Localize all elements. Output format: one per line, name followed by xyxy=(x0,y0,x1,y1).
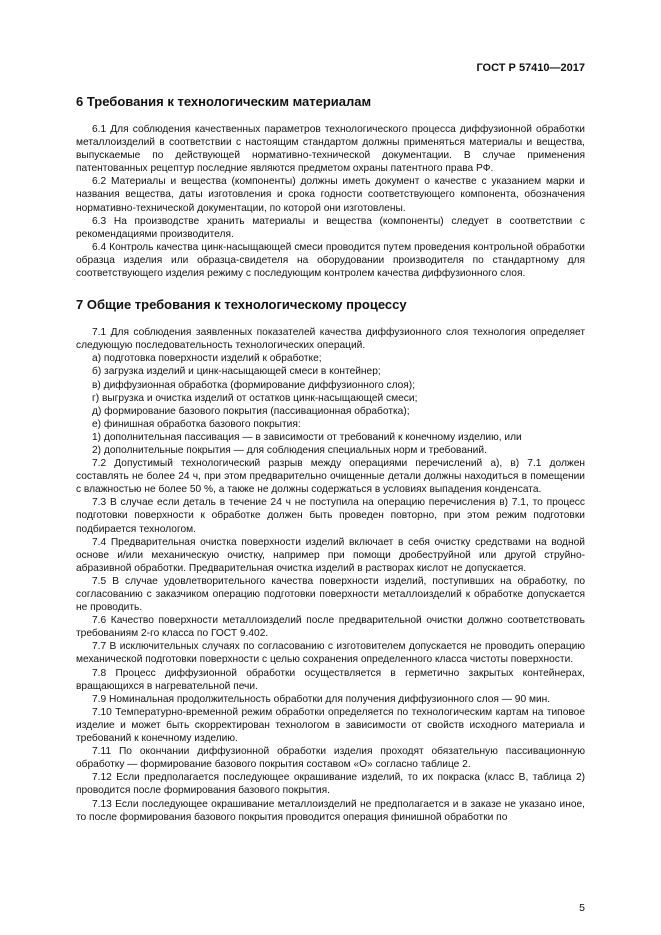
section-6-title: 6 Требования к технологическим материалам xyxy=(76,94,372,109)
paragraph-6-1: 6.1 Для соблюдения качественных параметров технологического процесса диффузионной обработки металлоизделий в соответствии с настоящим стандартом должны применяться материалы и вещества, выпускаемые по действующей нормативно-технической документации. В случае применения патентованных рецептур последние являются предметом охраны патентного права РФ. xyxy=(76,124,585,175)
paragraph-7-9: 7.9 Номинальная продолжительность обработки для получения диффузионного слоя — 90 мин. xyxy=(92,693,551,705)
paragraph-7-8: 7.8 Процесс диффузионной обработки осуществляется в герметично закрытых контейнерах, вращающихся в нагревательной печи. xyxy=(76,667,585,692)
paragraph-6-3: 6.3 На производстве хранить материалы и вещества (компоненты) следует в соответствии с рекомендациями производителя. xyxy=(76,215,585,240)
paragraph-7-3: 7.3 В случае если деталь в течение 24 ч не поступила на операцию перечисления в) 7.1, то процесс подготовки поверхности к обработке должен быть проведен повторно, при этом режим подготовки подбирается технологом. xyxy=(76,497,585,535)
paragraph-6-4: 6.4 Контроль качества цинк-насыщающей смеси проводится путем проведения контрольной обработки образца изделия или образца-свидетеля на оборудовании производителя по стандартному для соответствующего изделия режиму с последующим контролем качества диффузионного слоя. xyxy=(76,241,585,280)
paragraph-7-10: 7.10 Температурно-временной режим обработки определяется по технологическим картам на типовое изделие и может быть скорректирован технологом в зависимости от свойств исходного материала и требований к конечному изделию. xyxy=(76,706,585,745)
paragraph-7-6: 7.6 Качество поверхности металлоизделий после предварительной очистки должно соответствовать требованиям 2-го класса по ГОСТ 9.402. xyxy=(76,615,585,640)
paragraph-7-1: 7.1 Для соблюдения заявленных показателей качества диффузионного слоя технология определяет следующую последовательность технологических операций. xyxy=(76,327,585,352)
paragraph-7-12: 7.12 Если предполагается последующее окрашивание изделий, то их покраска (класс В, таблица 2) проводится после формирования базового покрытия. xyxy=(76,772,585,797)
page-content xyxy=(76,94,585,824)
list-item-v: в) диффузионная обработка (формирование диффузионного слоя); xyxy=(92,379,416,391)
paragraph-7-11: 7.11 По окончании диффузионной обработки изделия проходят обязательную пассивационную обработку — формирование базового покрытия составом «О» согласно таблице 2. xyxy=(76,746,585,771)
standard-header: ГОСТ Р 57410—2017 xyxy=(476,62,585,74)
page-number: 5 xyxy=(579,902,585,914)
paragraph-7-5: 7.5 В случае удовлетворительного качества поверхности изделий, поступивших на обработку, по согласованию с заказчиком операцию подготовки поверхности металлоизделий к обработке допускается не проводить. xyxy=(76,575,585,614)
list-subitem-2: 2) дополнительные покрытия — для соблюдения специальных норм и требований. xyxy=(92,444,487,456)
section-7-title: 7 Общие требования к технологическому процессу xyxy=(76,297,407,313)
list-subitem-1: 1) дополнительная пассивация — в зависимости от требований к конечному изделию, или xyxy=(92,431,522,443)
paragraph-7-7: 7.7 В исключительных случаях по согласованию с изготовителем допускается не проводить операцию механической подготовки поверхности с целью сохранения определенного класса чистоты поверхности. xyxy=(76,641,585,666)
paragraph-7-13: 7.13 Если последующее окрашивание металлоизделий не предполагается и в заказе не указано иное, то после формирования базового покрытия проводится операция финишной обработки по xyxy=(76,798,585,823)
list-item-g: г) выгрузка и очистка изделий от остатков цинк-насыщающей смеси; xyxy=(92,392,418,404)
list-item-e: е) финишная обработка базового покрытия: xyxy=(92,418,301,430)
paragraph-6-2: 6.2 Материалы и вещества (компоненты) должны иметь документ о качестве с указанием марки и названия вещества, даты изготовления и срока годности соответствующего компонента, обозначения нормативно-технической документации, по которой они изготовлены. xyxy=(76,176,585,214)
list-item-b: б) загрузка изделий и цинк-насыщающей смеси в контейнер; xyxy=(92,366,381,378)
list-item-a: а) подготовка поверхности изделий к обработке; xyxy=(92,353,322,365)
paragraph-7-4: 7.4 Предварительная очистка поверхности изделий включает в себя очистку средствами на водной основе и/или механическую очистку, например при помощи дробеструйной или другой струйно-абразивной обработки. Предварительная очистка изделий в растворах кислот не допускается. xyxy=(76,536,585,574)
list-item-d: д) формирование базового покрытия (пассивационная обработка); xyxy=(92,405,410,417)
paragraph-7-2: 7.2 Допустимый технологический разрыв между операциями перечислений а), в) 7.1 должен составлять не более 24 ч, при этом предварительно очищенные детали должны находиться в помещении с влажностью не более 50 %, а также не должны содержаться в условиях выпадения конденсата. xyxy=(76,458,585,496)
